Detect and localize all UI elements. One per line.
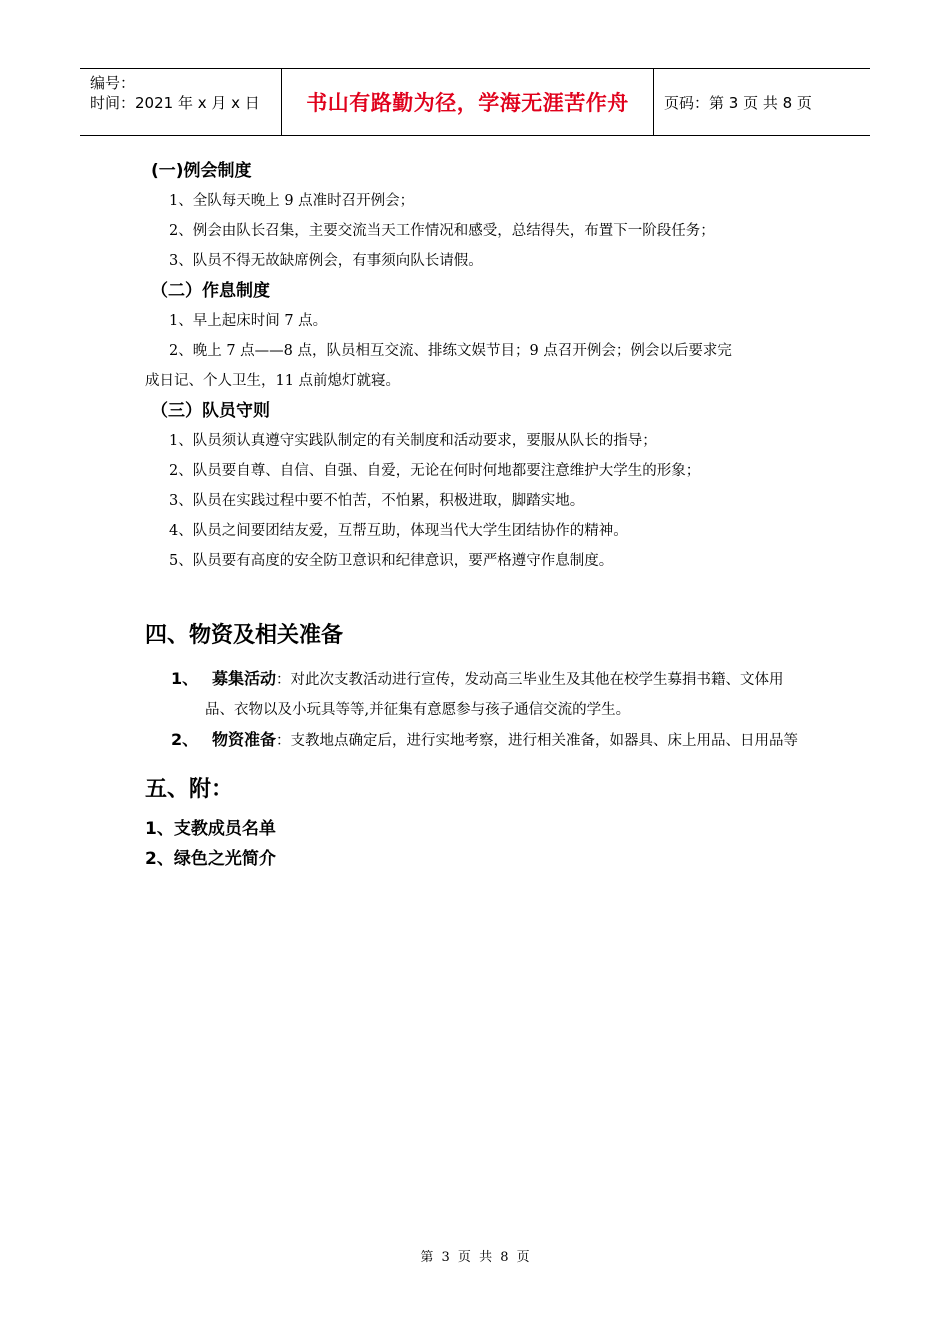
schedule-rule-2b: 成日记、个人卫生，11 点前熄灯就寝。 [145,373,401,389]
meeting-rule-3: 3、队员不得无故缺席例会，有事须向队长请假。 [169,253,483,269]
member-rule-2: 2、队员要自尊、自信、自强、自爱，无论在何时何地都要注意维护大学生的形象； [169,463,701,479]
member-rule-1: 1、队员须认真遵守实践队制定的有关制度和活动要求，要服从队长的指导； [169,433,657,449]
subsection-title-schedule: （二）作息制度 [151,281,270,301]
footer-word-ye: 页 [457,1250,471,1265]
materials-item-2-number: 2、 [171,730,199,749]
meeting-rule-2: 2、例会由队长召集，主要交流当天工作情况和感受，总结得失，布置下一阶段任务； [169,223,715,239]
member-rule-4: 4、队员之间要团结友爱，互帮互助，体现当代大学生团结协作的精神。 [169,523,628,539]
materials-item-2-keyword: 物资准备 [211,730,276,749]
footer-total-pages: 8 [500,1250,509,1265]
materials-item-1-number: 1、 [171,669,199,688]
header-number: 编号： [90,74,136,92]
header-page-text: 页码：第 3 页 共 8 页 [664,93,812,112]
schedule-rule-1: 1、早上起床时间 7 点。 [169,313,328,329]
page-footer [0,1246,950,1265]
materials-item-1-text: ：对此次支教活动进行宣传，发动高三毕业生及其他在校学生募捐书籍、文体用品、衣物以及小玩具等等,并征集有意愿参与孩子通信交流的学生。 [205,672,784,718]
meeting-rule-1: 1、全队每天晚上 9 点准时召开例会； [169,193,415,209]
section-title-appendix: 五、附： [145,777,234,802]
page-header [80,68,870,136]
materials-item-2-text: ：支教地点确定后，进行实地考察，进行相关准备，如器具、床上用品、日用品等 [275,733,798,749]
footer-word-ye-2: 页 [516,1250,530,1265]
appendix-item-2: 2、绿色之光简介 [145,849,276,869]
subsection-title-rules: （三）队员守则 [151,401,270,421]
member-rule-3: 3、队员在实践过程中要不怕苦，不怕累，积极进取，脚踏实地。 [169,493,585,509]
materials-item-2 [145,725,810,756]
appendix-item-1: 1、支教成员名单 [145,819,276,839]
footer-page-number: 3 [441,1250,450,1265]
materials-item-1 [145,664,810,725]
header-motto-cell [282,69,654,135]
header-meta [80,69,282,135]
header-page-info [654,69,870,135]
header-motto: 书山有路勤为径，学海无涯苦作舟 [306,91,629,115]
materials-item-1-keyword: 募集活动 [211,669,276,688]
section-title-materials: 四、物资及相关准备 [145,623,344,648]
header-time: 时间：2021 年 x 月 x 日 [90,94,260,112]
subsection-title-meeting: (一)例会制度 [151,161,252,181]
schedule-rule-2a: 2、晚上 7 点——8 点，队员相互交流、排练文娱节目；9 点召开例会；例会以后要求完 [169,343,732,359]
member-rule-5: 5、队员要有高度的安全防卫意识和纪律意识，要严格遵守作息制度。 [169,553,614,569]
document-body [145,156,810,874]
footer-word-gong: 共 [479,1250,493,1265]
footer-word-di: 第 [420,1250,434,1265]
